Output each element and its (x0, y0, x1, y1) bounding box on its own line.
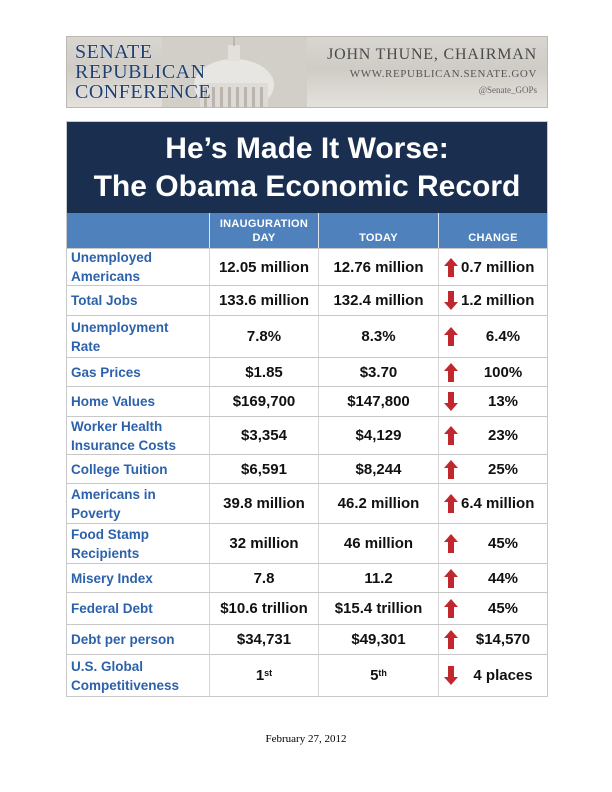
today-value (318, 655, 438, 696)
row-label-line1: Misery Index (71, 570, 153, 586)
header-today: TODAY (318, 213, 438, 248)
title-line-2: The Obama Economic Record (93, 170, 521, 203)
change-value-text: $14,570 (475, 631, 531, 648)
page-title (67, 122, 547, 213)
org-line-3: CONFERENCE (75, 81, 212, 103)
table-row (67, 483, 547, 523)
row-label (67, 387, 209, 416)
inauguration-value (209, 417, 318, 454)
inauguration-value (209, 286, 318, 315)
change-value-text: 6.4% (485, 328, 521, 345)
header-blank (67, 213, 209, 248)
row-label-line1: Home Values (71, 394, 156, 409)
change-value (438, 625, 547, 654)
table-row (67, 416, 547, 454)
change-value-text: 45% (487, 535, 519, 552)
inauguration-value-text: 1 (255, 667, 265, 684)
inauguration-value (209, 455, 318, 483)
today-value (318, 564, 438, 592)
change-value-text: 25% (487, 460, 519, 478)
table-row (67, 654, 547, 696)
inauguration-value (209, 316, 318, 357)
chairman-block (327, 46, 537, 95)
inauguration-value-text: $169,700 (232, 393, 296, 410)
header-banner (66, 36, 548, 108)
today-value-text: $49,301 (351, 631, 406, 648)
row-label (67, 417, 209, 454)
change-value (438, 358, 547, 386)
row-label (67, 286, 209, 315)
inauguration-value (209, 593, 318, 624)
today-value (318, 625, 438, 654)
table-row (67, 248, 547, 285)
table-body (67, 248, 547, 696)
change-value (438, 564, 547, 592)
today-value-text: $147,800 (347, 393, 410, 410)
row-label (67, 564, 209, 592)
change-value-text: 0.7 million (461, 258, 535, 276)
change-value-text: 1.2 million (461, 292, 535, 309)
org-line-1: SENATE (75, 41, 153, 63)
change-value (438, 655, 547, 696)
today-value-text: 12.76 million (333, 258, 424, 276)
change-value (438, 316, 547, 357)
row-label (67, 484, 209, 523)
change-value-text: 44% (487, 569, 519, 587)
ordinal-suffix: st (264, 667, 273, 678)
inauguration-value-text: 7.8 (253, 569, 275, 587)
today-value (318, 249, 438, 285)
inauguration-value-text: 12.05 million (218, 258, 310, 276)
today-value-text: $3.70 (359, 363, 398, 381)
economic-record-table (66, 121, 548, 697)
row-label-line1: Unemployment (71, 319, 169, 335)
change-value-text: 23% (487, 427, 519, 444)
row-label-line1: Worker Health (71, 418, 163, 434)
twitter-handle[interactable]: @Senate_GOPs (478, 85, 537, 95)
today-value (318, 316, 438, 357)
footer-date: February 27, 2012 (265, 733, 347, 745)
change-value (438, 524, 547, 563)
table-row (67, 386, 547, 416)
row-label-line1: College Tuition (71, 461, 168, 477)
ordinal-suffix: th (378, 667, 387, 678)
change-value-text: 45% (487, 600, 519, 617)
today-value (318, 387, 438, 416)
arrow-up-icon (443, 629, 459, 650)
today-value (318, 358, 438, 386)
change-value-text: 4 places (473, 667, 533, 684)
inauguration-value (209, 524, 318, 563)
arrow-up-icon (443, 326, 459, 347)
inauguration-value-text: 133.6 million (218, 292, 310, 309)
row-label (67, 655, 209, 696)
today-value (318, 524, 438, 563)
today-value-text: 46 million (343, 535, 414, 552)
today-value-text: 8.3% (361, 328, 396, 345)
today-value (318, 417, 438, 454)
inauguration-value-text: $34,731 (236, 631, 292, 648)
inauguration-value (209, 484, 318, 523)
change-value-text: 13% (487, 393, 519, 410)
chairman-name: JOHN THUNE, CHAIRMAN (327, 46, 537, 63)
row-label-line1: Unemployed (71, 250, 153, 265)
inauguration-value (209, 387, 318, 416)
arrow-up-icon (443, 533, 459, 554)
table-row (67, 624, 547, 654)
today-value (318, 455, 438, 483)
change-value (438, 286, 547, 315)
inauguration-value (209, 625, 318, 654)
today-value (318, 593, 438, 624)
row-label-line1: Debt per person (71, 632, 175, 647)
row-label-line1: Gas Prices (71, 364, 141, 380)
change-value (438, 455, 547, 483)
inauguration-value-text: $10.6 trillion (220, 600, 308, 617)
inauguration-value-text: $6,591 (241, 460, 287, 478)
header-inauguration-line2: DAY (252, 232, 276, 244)
arrow-up-icon (443, 493, 459, 514)
row-label (67, 249, 209, 285)
header-inauguration-day (209, 213, 318, 248)
today-value (318, 286, 438, 315)
change-value-text: 100% (483, 363, 523, 381)
inauguration-value (209, 655, 318, 696)
row-label-line2: Poverty (71, 505, 121, 521)
arrow-up-icon (443, 568, 459, 589)
inauguration-value-text: 39.8 million (223, 495, 305, 512)
row-label (67, 593, 209, 624)
row-label (67, 455, 209, 483)
today-value-text: 46.2 million (337, 495, 420, 512)
table-row (67, 523, 547, 563)
title-line-1: He’s Made It Worse: (165, 132, 449, 165)
arrow-down-icon (443, 391, 459, 412)
table-row (67, 592, 547, 624)
row-label-line2: Americans (71, 269, 141, 284)
change-value (438, 484, 547, 523)
row-label-line2: Insurance Costs (71, 437, 177, 453)
today-value-text: 11.2 (364, 569, 393, 587)
row-label (67, 316, 209, 357)
row-label-line1: Federal Debt (71, 601, 153, 616)
change-value (438, 387, 547, 416)
row-label-line1: Food Stamp (71, 526, 149, 542)
arrow-down-icon (443, 665, 459, 686)
inauguration-value-text: $1.85 (245, 363, 283, 381)
inauguration-value (209, 358, 318, 386)
inauguration-value-text: 7.8% (246, 328, 282, 345)
table-row (67, 357, 547, 386)
change-value (438, 417, 547, 454)
table-row (67, 315, 547, 357)
inauguration-value-text: $3,354 (241, 427, 287, 444)
table-header (67, 213, 547, 248)
inauguration-value (209, 249, 318, 285)
header-change: CHANGE (438, 213, 547, 248)
row-label-line2: Competitiveness (71, 677, 180, 693)
today-value-text: $8,244 (355, 460, 402, 478)
inauguration-value-text: 32 million (229, 535, 299, 552)
change-value (438, 593, 547, 624)
arrow-up-icon (443, 425, 459, 446)
header-inauguration-line1: INAUGURATION (219, 218, 309, 230)
row-label-line1: Americans in (71, 486, 156, 502)
row-label-line1: Total Jobs (71, 293, 138, 308)
inauguration-value (209, 564, 318, 592)
arrow-up-icon (443, 459, 459, 480)
senate-republican-conference-logo (75, 42, 211, 102)
row-label (67, 625, 209, 654)
row-label-line1: U.S. Global (71, 658, 144, 674)
change-value (438, 249, 547, 285)
row-label (67, 524, 209, 563)
arrow-up-icon (443, 362, 459, 383)
today-value-text: $15.4 trillion (334, 600, 423, 617)
today-value-text: 5 (370, 667, 379, 684)
arrow-up-icon (443, 598, 459, 619)
arrow-down-icon (443, 290, 459, 311)
table-row (67, 454, 547, 483)
change-value-text: 6.4 million (461, 495, 535, 512)
today-value (318, 484, 438, 523)
org-line-2: REPUBLICAN (75, 61, 206, 83)
today-value-text: 132.4 million (333, 292, 424, 309)
row-label (67, 358, 209, 386)
website-link[interactable]: WWW.REPUBLICAN.SENATE.GOV (349, 68, 537, 80)
today-value-text: $4,129 (355, 427, 402, 444)
table-row (67, 285, 547, 315)
arrow-up-icon (443, 257, 459, 278)
row-label-line2: Rate (71, 338, 101, 354)
table-row (67, 563, 547, 592)
row-label-line2: Recipients (71, 545, 140, 561)
